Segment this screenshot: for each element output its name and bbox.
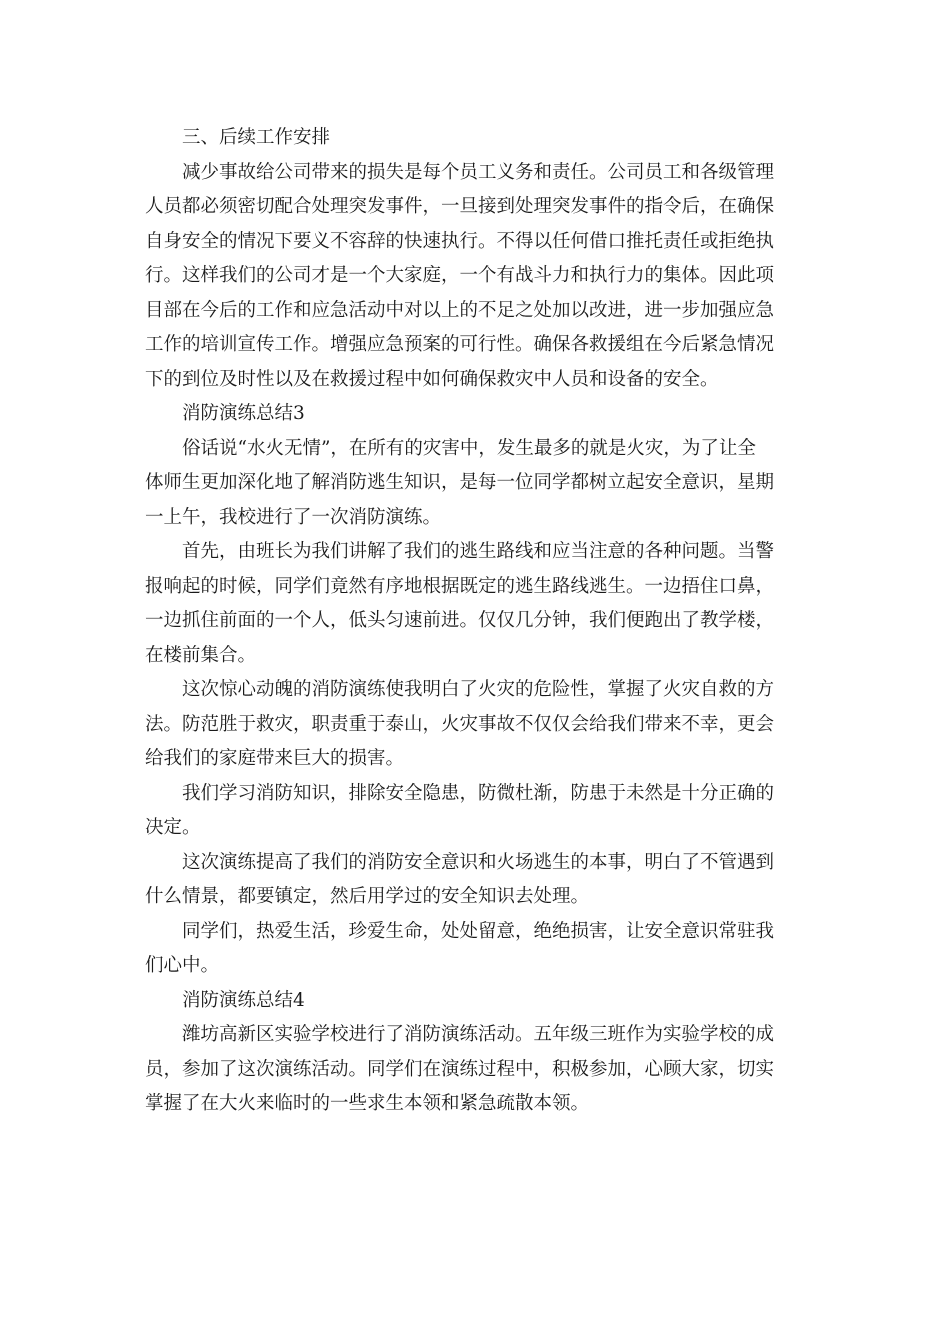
- paragraph-first-line: 首先，由班长为我们讲解了我们的逃生路线和应当注意的各种问题。当警: [182, 541, 775, 562]
- paragraph-line: 掌握了在大火来临时的一些求生本领和紧急疏散本领。: [145, 1093, 590, 1114]
- paragraph-line: 一边抓住前面的一个人，低头匀速前进。仅仅几分钟，我们便跑出了教学楼，: [145, 610, 775, 631]
- paragraph-line: 一上午，我校进行了一次消防演练。: [145, 506, 442, 528]
- paragraph-line: 报响起的时候，同学们竟然有序地根据既定的逃生路线逃生。一边捂住口鼻，: [145, 575, 775, 597]
- paragraph-line: 在楼前集合。: [145, 644, 257, 666]
- paragraph-line: 行。这样我们的公司才是一个大家庭，一个有战斗力和执行力的集体。因此项: [145, 265, 775, 286]
- paragraph-line: 人员都必须密切配合处理突发事件，一旦接到处理突发事件的指令后，在确保: [145, 196, 775, 217]
- paragraph-first-line: 俗话说“水火无情”，在所有的灾害中，发生最多的就是火灾，为了让全: [182, 437, 756, 459]
- paragraph-line: 法。防范胜于救灾，职责重于泰山，火灾事故不仅仅会给我们带来不幸，更会: [145, 713, 775, 735]
- document-page: [145, 121, 797, 1122]
- section-heading: 消防演练总结3: [182, 403, 305, 424]
- paragraph-first-line: 同学们，热爱生活，珍爱生命，处处留意，绝绝损害，让安全意识常驻我: [182, 920, 775, 942]
- paragraph-line: 员，参加了这次演练活动。同学们在演练过程中，积极参加，心顾大家，切实: [145, 1058, 775, 1080]
- paragraph-first-line: 这次惊心动魄的消防演练使我明白了火灾的危险性，掌握了火灾自救的方: [182, 679, 775, 700]
- paragraph-line: 给我们的家庭带来巨大的损害。: [145, 748, 405, 769]
- paragraph-line: 们心中。: [145, 955, 220, 976]
- paragraph-first-line: 潍坊高新区实验学校进行了消防演练活动。五年级三班作为实验学校的成: [182, 1024, 775, 1045]
- paragraph-first-line: 这次演练提高了我们的消防安全意识和火场逃生的本事，明白了不管遇到: [182, 851, 775, 873]
- paragraph-line: 体师生更加深化地了解消防逃生知识，是每一位同学都树立起安全意识，星期: [145, 472, 775, 493]
- paragraph-line: 下的到位及时性以及在救援过程中如何确保救灾中人员和设备的安全。: [145, 368, 719, 390]
- section-heading: 消防演练总结4: [182, 989, 305, 1011]
- paragraph-line: 什么情景，都要镇定，然后用学过的安全知识去处理。: [145, 886, 590, 907]
- paragraph-line: 决定。: [145, 817, 201, 838]
- section-heading: 三、后续工作安排: [182, 127, 331, 148]
- paragraph-line: 目部在今后的工作和应急活动中对以上的不足之处加以改进，进一步加强应急: [145, 299, 775, 321]
- paragraph-line: 自身安全的情况下要义不容辞的快速执行。不得以任何借口推托责任或拒绝执: [145, 230, 775, 252]
- paragraph-line: 工作的培训宣传工作。增强应急预案的可行性。确保各救援组在今后紧急情况: [145, 334, 775, 355]
- paragraph-first-line: 我们学习消防知识，排除安全隐患，防微杜渐，防患于未然是十分正确的: [182, 782, 775, 804]
- paragraph-first-line: 减少事故给公司带来的损失是每个员工义务和责任。公司员工和各级管理: [182, 161, 775, 183]
